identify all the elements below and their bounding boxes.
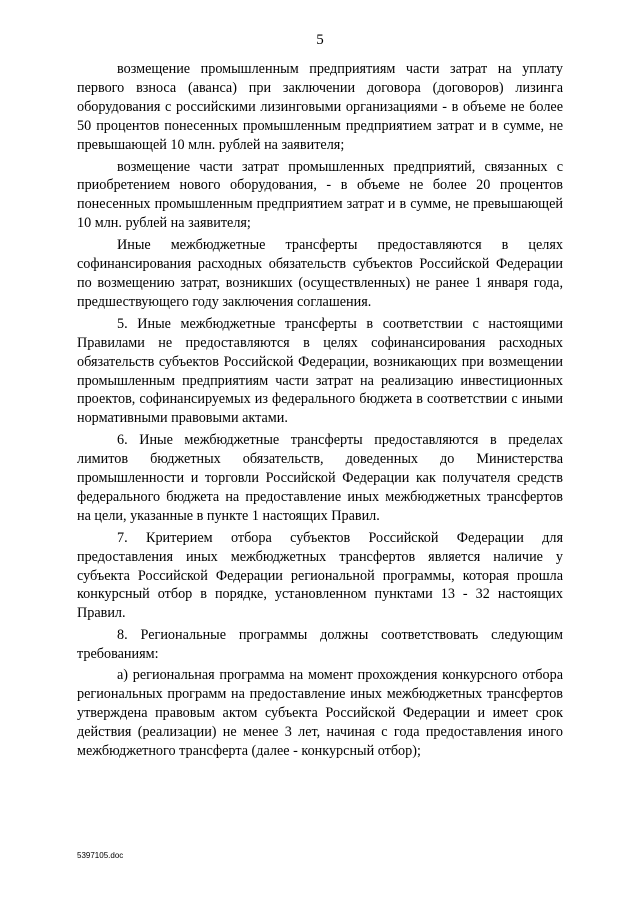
document-body: [77, 60, 563, 764]
paragraph-cofinancing-period: Иные межбюджетные трансферты предоставляются в целях софинансирования расходных обязательств субъектов Российской Федерации по возмещению затрат, возникших (осуществленных) не ранее 1 января года, предшествующего году заключения соглашения.: [77, 237, 563, 310]
paragraph-item-8: 8. Региональные программы должны соответствовать следующим требованиям:: [77, 627, 563, 663]
paragraph-item-5: 5. Иные межбюджетные трансферты в соответствии с настоящими Правилами не предоставляются в целях софинансирования расходных обязательств субъектов Российской Федерации, возникающих при возмещении промышленным предприятиям части затрат на реализацию инвестиционных проектов, софинансируемых из федерального бюджета в соответствии с иными нормативными правовыми актами.: [77, 315, 563, 427]
paragraph-item-6: 6. Иные межбюджетные трансферты предоставляются в пределах лимитов бюджетных обязательств, доведенных до Министерства промышленности и торговли Российской Федерации как получателя средств федерального бюджета на предоставление иных межбюджетных трансфертов на цели, указанные в пункте 1 настоящих Правил.: [77, 432, 563, 524]
paragraph-item-8a: а) региональная программа на момент прохождения конкурсного отбора региональных программ на предоставление иных межбюджетных трансфертов утверждена правовым актом субъекта Российской Федерации и имеет срок действия (реализации) не менее 3 лет, начиная с года предоставления иного межбюджетного трансферта (далее - конкурсный отбор);: [77, 667, 563, 759]
paragraph-item-7: 7. Критерием отбора субъектов Российской Федерации для предоставления иных межбюджетных трансфертов является наличие у субъекта Российской Федерации региональной программы, которая прошла конкурсный отбор в порядке, установленном пунктами 13 - 32 настоящих Правил.: [77, 529, 563, 622]
page-number: 5: [316, 32, 324, 48]
file-reference: 5397105.doc: [77, 851, 124, 860]
paragraph-lease-advance: возмещение промышленным предприятиям части затрат на уплату первого взноса (аванса) при заключении договора (договоров) лизинга оборудования с российскими лизинговыми организациями - в объеме не более 50 процентов понесенных промышленным предприятием затрат и в сумме, не превышающей 10 млн. рублей на заявителя;: [77, 61, 563, 153]
paragraph-new-equipment: возмещение части затрат промышленных предприятий, связанных с приобретением нового оборудования, - в объеме не более 20 процентов понесенных промышленным предприятием затрат и в сумме, не превышающей 10 млн. рублей на заявителя;: [77, 158, 563, 232]
